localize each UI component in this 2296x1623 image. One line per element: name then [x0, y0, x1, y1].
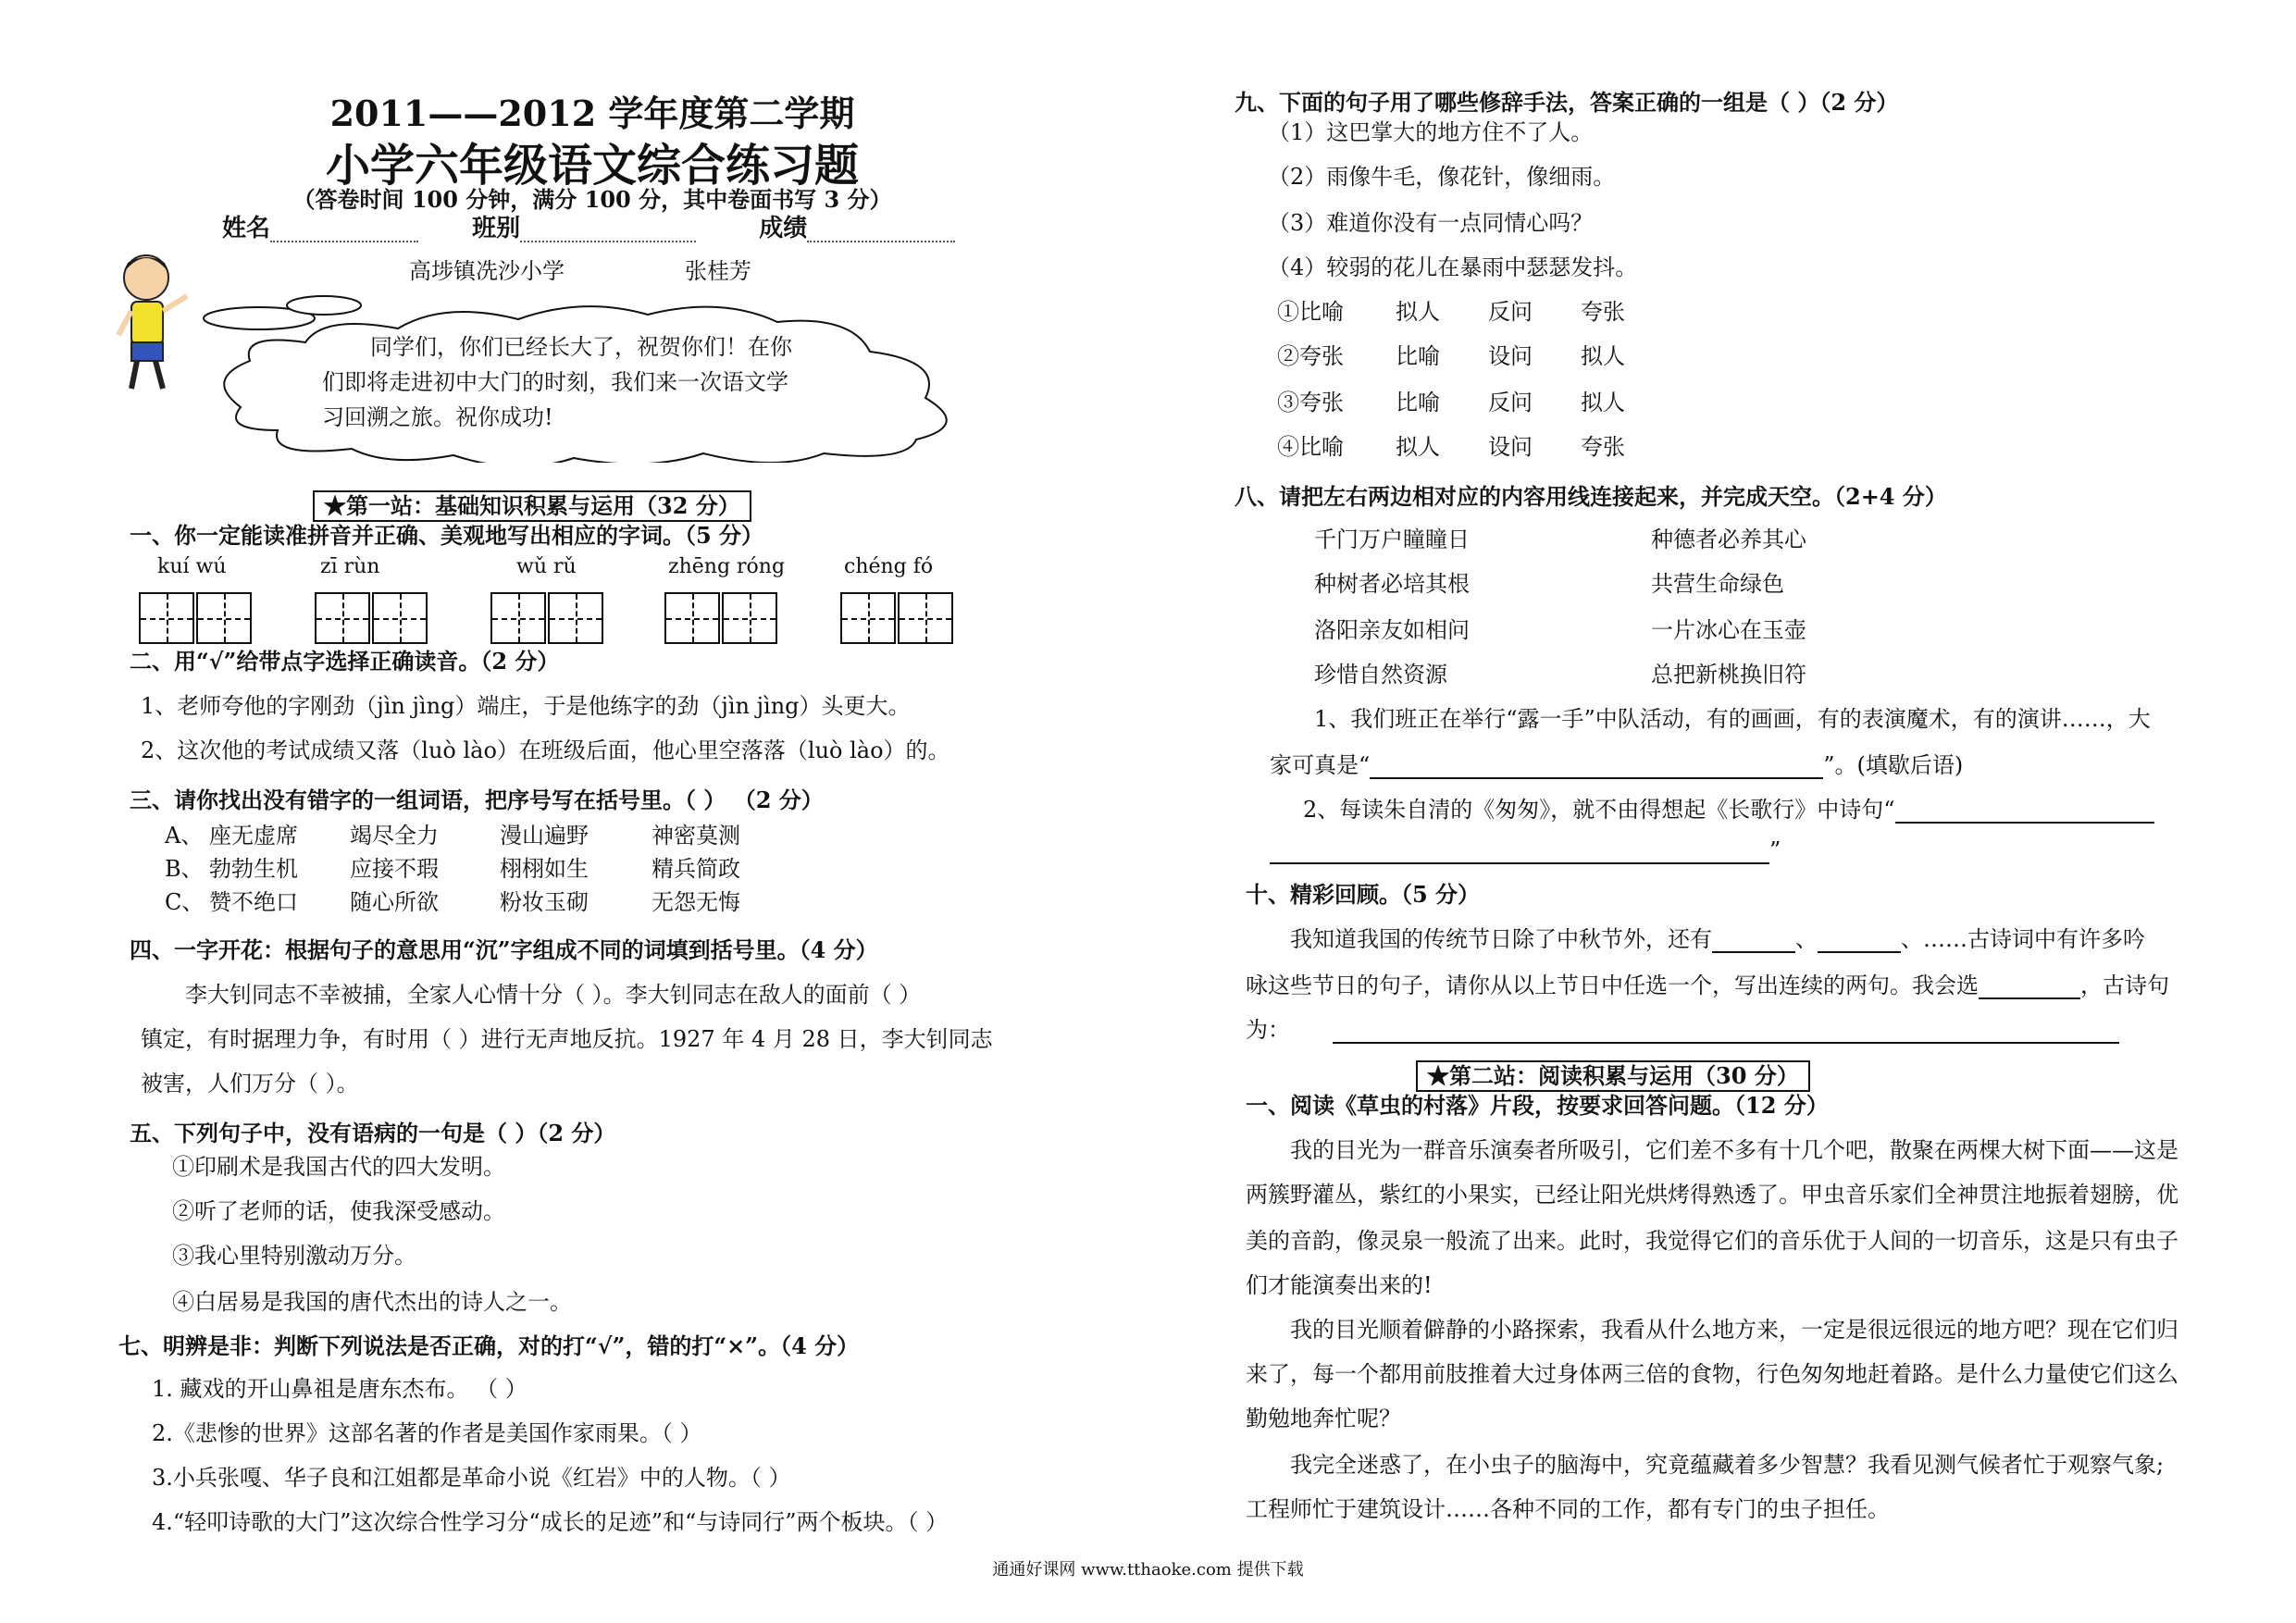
- exam-subtitle: （答卷时间 100 分钟，满分 100 分，其中卷面书写 3 分）: [292, 186, 892, 213]
- reading-para-line-3: 美的音韵，像灵泉一般流了出来。此时，我觉得它们的音乐优于人间的一切音乐，这是只有虫子: [1246, 1228, 2178, 1254]
- station1-title: ★第一站：基础知识积累与运用（32 分）: [313, 490, 751, 522]
- q8-fill2-prefix: 2、每读朱自清的《匆匆》，就不由得想起《长歌行》中诗句“: [1303, 797, 1895, 823]
- q8-right-2[interactable]: 共营生命绿色: [1651, 571, 1784, 597]
- q9-option-cell: 比喻: [1396, 343, 1440, 369]
- q4-line-3: 被害，人们万分（ ）。: [141, 1071, 359, 1096]
- bubble-line-1: 同学们，你们已经长大了，祝贺你们！在你: [370, 334, 792, 360]
- q10-text: 、……古诗词中有许多吟: [1901, 926, 2145, 952]
- pinyin-3: wǔ rǔ: [516, 555, 577, 578]
- pinyin-2: zī rùn: [320, 555, 380, 578]
- reading-para-line-7: 勤勉地奔忙呢？: [1246, 1406, 1401, 1431]
- class-label: 班别: [472, 215, 521, 242]
- q8-fill2-line2: [1270, 836, 1781, 864]
- q7-item-2: 2.《悲惨的世界》这部名著的作者是美国作家雨果。（ ）: [152, 1420, 702, 1446]
- q8-fill1-line2: [1270, 751, 1963, 779]
- q9-option-cell: 反问: [1488, 299, 1533, 325]
- reading-q1-title: 一、阅读《草虫的村落》片段，按要求回答问题。（12 分）: [1246, 1092, 1829, 1119]
- q9-option-cell: 夸张: [1581, 434, 1625, 460]
- reading-para-line-5: 我的目光顺着僻静的小路探索，我看从什么地方来，一定是很远很远的地方吧？现在它们归: [1290, 1317, 2178, 1343]
- q2-item-2: 2、这次他的考试成绩又落（luò lào）在班级后面，他心里空落落（luò lào）的。: [141, 737, 950, 763]
- q10-text: 、: [1795, 926, 1818, 952]
- q3-option-label: C、: [165, 889, 205, 915]
- q9-option-cell: ④比喻: [1277, 434, 1344, 460]
- reading-para-line-6: 来了，每一个都用前肢推着大过身体两三倍的食物，行色匆匆地赶着路。是什么力量使它们这么: [1246, 1361, 2178, 1387]
- footer-source: 通通好课网 www.tthaoke.com 提供下载: [992, 1560, 1304, 1580]
- q10-text: 我知道我国的传统节日除了中秋节外，还有: [1290, 926, 1712, 952]
- q8-fill2-blank-a[interactable]: [1895, 799, 2154, 824]
- reading-para-line-2: 两簇野灌丛，紫红的小果实，已经让阳光烘烤得熟透了。甲虫音乐家们全神贯注地振着翅膀，优: [1246, 1182, 2178, 1208]
- q8-right-1[interactable]: 种德者必养其心: [1651, 527, 1806, 552]
- q3-word: 漫山遍野: [500, 823, 589, 849]
- q9-option-cell: 反问: [1488, 390, 1533, 415]
- q10-line-3: [1246, 1016, 2119, 1044]
- q8-left-1[interactable]: 千门万户瞳瞳日: [1314, 527, 1470, 552]
- q5-item-4: ④白居易是我国的唐代杰出的诗人之一。: [172, 1289, 572, 1315]
- q10-text: ，古诗句: [2080, 973, 2169, 998]
- station2-title: ★第二站：阅读积累与运用（30 分）: [1416, 1060, 1810, 1092]
- q10-blank-festival-1[interactable]: [1712, 929, 1795, 953]
- score-blank[interactable]: [807, 218, 955, 242]
- q7-title: 七、明辨是非：判断下列说法是否正确，对的打“√”，错的打“×”。（4 分）: [118, 1332, 860, 1359]
- q8-fill2-blank-b[interactable]: [1270, 840, 1769, 864]
- author-name: 张桂芳: [685, 258, 751, 284]
- writing-grid-2[interactable]: [315, 592, 429, 646]
- q4-line-2: 镇定，有时据理力争，有时用（ ）进行无声地反抗。1927 年 4 月 28 日，李大钊同志: [141, 1026, 993, 1052]
- q9-item-3: （3）难道你没有一点同情心吗？: [1268, 210, 1594, 236]
- writing-grid-1[interactable]: [139, 592, 254, 646]
- q9-option-cell: 拟人: [1581, 390, 1625, 415]
- q10-line-2: [1246, 972, 2169, 999]
- q8-fill1-suffix: ”。(填歇后语): [1823, 752, 1964, 778]
- writing-grid-5[interactable]: [840, 592, 955, 646]
- q3-word: 座无虚席: [209, 823, 298, 849]
- q3-word: 竭尽全力: [350, 823, 439, 849]
- q3-word: 无怨无悔: [652, 889, 740, 915]
- name-label: 姓名: [222, 215, 271, 242]
- q8-right-3[interactable]: 一片冰心在玉壶: [1651, 617, 1806, 643]
- q5-item-2: ②听了老师的话，使我深受感动。: [172, 1198, 505, 1224]
- q8-fill2-end: ”: [1769, 837, 1781, 863]
- student-info-line: [222, 215, 955, 242]
- bubble-line-2: 们即将走进初中大门的时刻，我们来一次语文学: [322, 369, 788, 395]
- q10-title: 十、精彩回顾。（5 分）: [1246, 881, 1481, 908]
- q10-blank-choice[interactable]: [1979, 975, 2080, 999]
- q9-item-4: （4）较弱的花儿在暴雨中瑟瑟发抖。: [1268, 254, 1638, 280]
- q9-item-2: （2）雨像牛毛，像花针，像细雨。: [1268, 164, 1616, 190]
- q10-text: 咏这些节日的句子，请你从以上节日中任选一个，写出连续的两句。我会选: [1246, 973, 1979, 998]
- q3-word: 粉妆玉砌: [500, 889, 589, 915]
- class-blank[interactable]: [520, 218, 696, 242]
- q7-item-3: 3.小兵张嘎、华子良和江姐都是革命小说《红岩》中的人物。（ ）: [152, 1465, 791, 1491]
- reading-para-line-1: 我的目光为一群音乐演奏者所吸引，它们差不多有十几个吧，散聚在两棵大树下面——这是: [1290, 1137, 2178, 1163]
- q8-fill1-prefix: 家可真是“: [1270, 752, 1371, 778]
- q8-fill2-line1: [1303, 796, 2154, 824]
- bubble-line-3: 习回溯之旅。祝你成功!: [322, 404, 553, 430]
- q8-left-2[interactable]: 种树者必培其根: [1314, 571, 1470, 597]
- q8-left-3[interactable]: 洛阳亲友如相问: [1314, 617, 1470, 643]
- writing-grid-3[interactable]: [490, 592, 605, 646]
- q10-text: 为：: [1246, 1017, 1290, 1043]
- boy-illustration: [109, 250, 194, 398]
- q9-item-1: （1）这巴掌大的地方住不了人。: [1268, 119, 1594, 145]
- q9-option-cell: 夸张: [1581, 299, 1625, 325]
- q10-line-1: [1290, 925, 2145, 953]
- q9-option-cell: 设问: [1488, 343, 1533, 369]
- reading-para-line-4: 们才能演奏出来的!: [1246, 1272, 1433, 1298]
- q9-option-cell: 设问: [1488, 434, 1533, 460]
- q9-option-cell: 比喻: [1396, 390, 1440, 415]
- q7-item-1: 1. 藏戏的开山鼻祖是唐东杰布。 （ ）: [152, 1376, 527, 1402]
- q4-title: 四、一字开花：根据句子的意思用“沉”字组成不同的词填到括号里。（4 分）: [130, 936, 878, 963]
- q9-option-cell: ③夸张: [1277, 390, 1344, 415]
- page-title: 小学六年级语文综合练习题: [325, 140, 859, 192]
- q4-line-1: 李大钊同志不幸被捕，全家人心情十分（ ）。李大钊同志在敌人的面前（ ）: [185, 982, 922, 1008]
- q9-option-cell: ②夸张: [1277, 343, 1344, 369]
- q8-fill1-blank[interactable]: [1370, 755, 1823, 779]
- score-label: 成绩: [759, 215, 808, 242]
- q5-title: 五、下列句子中，没有语病的一句是（ ）（2 分）: [130, 1120, 616, 1146]
- q10-blank-festival-2[interactable]: [1818, 929, 1901, 953]
- q3-title: 三、请你找出没有错字的一组词语，把序号写在括号里。（ ） （2 分）: [130, 787, 824, 813]
- q9-option-cell: 拟人: [1396, 299, 1440, 325]
- q3-word: 勃勃生机: [209, 856, 298, 882]
- writing-grid-4[interactable]: [664, 592, 779, 646]
- school-name: 高埗镇冼沙小学: [409, 258, 565, 284]
- name-blank[interactable]: [270, 218, 418, 242]
- reading-para-line-9: 工程师忙于建筑设计……各种不同的工作，都有专门的虫子担任。: [1246, 1496, 1890, 1522]
- q1-title: 一、你一定能读准拼音并正确、美观地写出相应的字词。（5 分）: [130, 522, 764, 549]
- q10-blank-poem[interactable]: [1333, 1020, 2119, 1044]
- q3-word: 精兵简政: [652, 856, 740, 882]
- q9-option-cell: ①比喻: [1277, 299, 1344, 325]
- year-line: 2011——2012 学年度第二学期: [329, 93, 855, 134]
- q3-option-label: A、: [165, 823, 204, 849]
- pinyin-4: zhēng róng: [668, 555, 786, 578]
- pinyin-1: kuí wú: [157, 555, 227, 578]
- q2-item-1: 1、老师夸他的字刚劲（jìn jìng）端庄，于是他练字的劲（jìn jìng）头更大。: [141, 693, 911, 719]
- q9-option-cell: 拟人: [1396, 434, 1440, 460]
- q5-item-1: ①印刷术是我国古代的四大发明。: [172, 1154, 505, 1180]
- q8-fill1-line1: 1、我们班正在举行“露一手”中队活动，有的画画，有的表演魔术，有的演讲……，大: [1314, 706, 2151, 732]
- pinyin-5: chéng fó: [844, 555, 934, 578]
- q9-title: 九、下面的句子用了哪些修辞手法，答案正确的一组是（ ）（2 分）: [1235, 89, 1899, 116]
- q3-word: 神密莫测: [652, 823, 740, 849]
- q9-option-cell: 拟人: [1581, 343, 1625, 369]
- q5-item-3: ③我心里特别激动万分。: [172, 1243, 416, 1269]
- reading-para-line-8: 我完全迷惑了，在小虫子的脑海中，究竟蕴藏着多少智慧？我看见测气候者忙于观察气象;: [1290, 1452, 2165, 1478]
- q7-item-4: 4.“轻叩诗歌的大门”这次综合性学习分“成长的足迹”和“与诗同行”两个板块。（ ）: [152, 1509, 949, 1535]
- q3-option-label: B、: [165, 856, 204, 882]
- q8-title: 八、请把左右两边相对应的内容用线连接起来，并完成天空。（2+4 分）: [1235, 483, 1947, 510]
- q3-word: 随心所欲: [350, 889, 439, 915]
- q3-word: 赞不绝口: [209, 889, 298, 915]
- q8-left-4[interactable]: 珍惜自然资源: [1314, 662, 1447, 688]
- q3-word: 栩栩如生: [500, 856, 589, 882]
- q3-word: 应接不瑕: [350, 856, 439, 882]
- q2-title: 二、用“√”给带点字选择正确读音。（2 分）: [130, 648, 560, 675]
- q8-right-4[interactable]: 总把新桃换旧符: [1651, 662, 1806, 688]
